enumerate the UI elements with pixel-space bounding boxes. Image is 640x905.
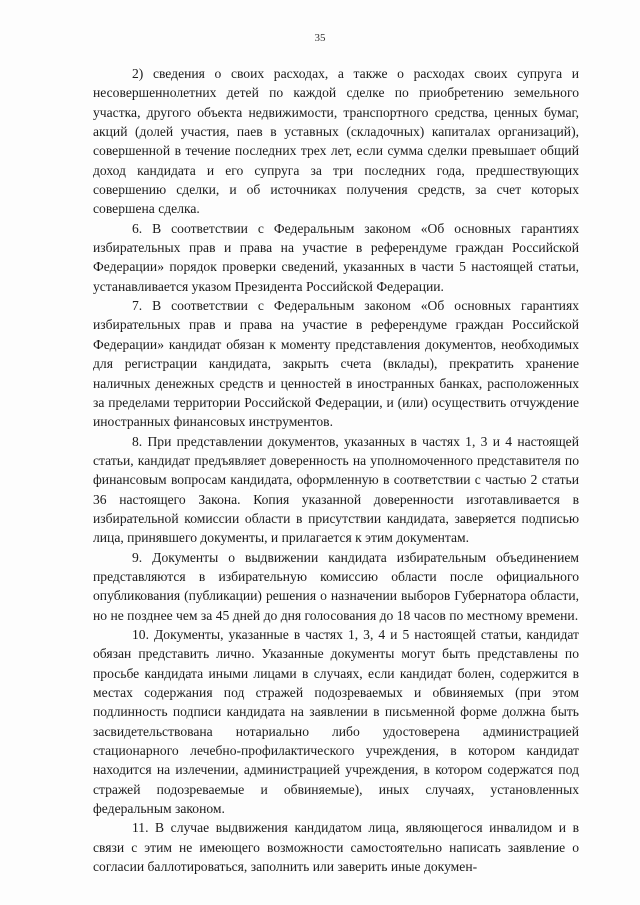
- document-body: [93, 64, 579, 876]
- paragraph-6: 6. В соответствии с Федеральным законом «Об основных гарантиях избирательных прав и права на участие в референдуме граждан Российской Федерации» порядок проверки сведений, указанных в части 5 настоящей статьи, устанавливается указом Президента Российской Федерации.: [93, 220, 579, 294]
- paragraph-11: 11. В случае выдвижения кандидатом лица, являющегося инвалидом и в связи с этим не имеющего возможности самостоятельно написать заявление о согласии баллотироваться, заполнить или заверить иные докумен-: [93, 820, 579, 875]
- paragraph-item-2: 2) сведения о своих расходах, а также о расходах своих супруга и несовершеннолетних детей по каждой сделке по приобретению земельного участка, другого объекта недвижимости, транспортного средства, ценных бумаг, акций (долей участия, паев в уставных (складочных) капиталах организаций), совершенной в течение последних трех лет, если сумма сделки превышает общий доход кандидата и его супруга за три последних года, предшествующих совершению сделки, и об источниках получения средств, за счет которых совершена сделка.: [93, 66, 579, 217]
- paragraph-7: 7. В соответствии с Федеральным законом «Об основных гарантиях избирательных прав и права на участие в референдуме граждан Российской Федерации» кандидат обязан к моменту представления документов, необходимых для регистрации кандидата, закрыть счета (вклады), прекратить хранение наличных денежных средств и ценностей в иностранных банках, расположенных за пределами территории Российской Федерации, и (или) осуществить отчуждение иностранных финансовых инструментов.: [93, 298, 579, 430]
- paragraph-10: 10. Документы, указанные в частях 1, 3, 4 и 5 настоящей статьи, кандидат обязан представить лично. Указанные документы могут быть представлены по просьбе кандидата иными лицами в случаях, если кандидат болен, содержится в местах содержания под стражей подозреваемых и обвиняемых (при этом подлинность подписи кандидата на заявлении в письменной форме должна быть засвидетельствована нотариально либо удостоверена администрацией стационарного лечебно-профилактического учреждения, в котором кандидат находится на излечении, администрацией учреждения, в котором содержатся под стражей подозреваемые и обвиняемые), иных случаях, установленных федеральным законом.: [93, 626, 579, 817]
- paragraph-9: 9. Документы о выдвижении кандидата избирательным объединением представляются в избирательную комиссию области после официального опубликования (публикации) решения о назначении выборов Губернатора области, но не позднее чем за 45 дней до дня голосования до 18 часов по местному времени.: [93, 549, 579, 623]
- page-number: 35: [314, 32, 326, 44]
- paragraph-8: 8. При представлении документов, указанных в частях 1, 3 и 4 настоящей статьи, кандидат предъявляет доверенность на уполномоченного представителя по финансовым вопросам кандидата, оформленную в соответствии с частью 2 статьи 36 настоящего Закона. Копия указанной доверенности изготавливается в избирательной комиссии области в присутствии кандидата, заверяется подписью лица, принявшего документы, и прилагается к этим документам.: [93, 433, 579, 546]
